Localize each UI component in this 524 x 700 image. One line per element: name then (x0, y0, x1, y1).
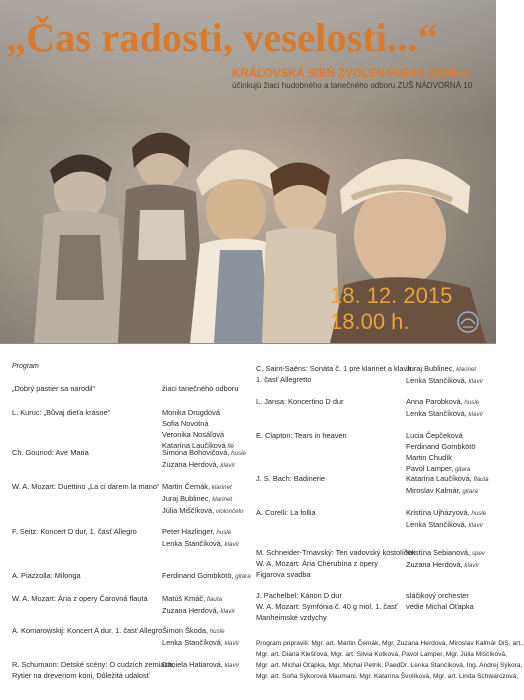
piece-line: J. S. Bach: Badinerie (256, 474, 326, 483)
program-piece (256, 430, 347, 441)
performer-name: Juraj Bublinec, (406, 364, 455, 373)
program-performers (406, 363, 483, 387)
performer-instrument: klavír (466, 522, 484, 529)
performer-instrument: klavír (218, 462, 236, 469)
piece-line: L. Jansa: Koncertino D dur (256, 397, 344, 406)
performer-name: Katarína Laučíková, (406, 474, 472, 483)
organizers-line: Program pripravili: Mgr. art. Martin Čemák, Mgr. Zuzana Herdová, Miroslav Kalmár DiS. art., (256, 640, 524, 647)
performer-line (162, 538, 239, 550)
performer-line (406, 519, 486, 531)
performer-name: Anna Parobková, (406, 397, 463, 406)
program-piece (12, 447, 89, 458)
performer-name: žiaci tanečného odboru (162, 384, 239, 393)
organizers-line: Mgr. art. Soňa Sýkorová Maumani, Mgr. Katarína Švolíková, Mgr. art. Linda Schwarczová, (256, 673, 519, 680)
performer-name: Martin Čemák, (162, 482, 211, 491)
performer-line (406, 473, 489, 485)
piece-line: W. A. Mozart: Ária z opery Čarovná flauta (12, 594, 148, 603)
performer-line (162, 407, 234, 418)
event-time: 18.00 h. (330, 309, 410, 334)
performer-line (406, 507, 486, 519)
performer-instrument: husle (208, 628, 225, 635)
performer-name: Simona Bohovičová, (162, 448, 230, 457)
performer-name: Lenka Stančíková, (162, 638, 223, 647)
organizers-line: Mgr. art. Michal Oťapka, Mgr. Michal Petrík, PaedDr. Lenka Stančíková, Ing. Andrej Sýkora, (256, 662, 523, 669)
performer-line (406, 441, 475, 452)
program-label: Program (12, 363, 39, 370)
performer-name: Katarína Laučíková (162, 441, 226, 450)
performer-line (406, 547, 485, 559)
program-performers (406, 590, 474, 612)
program-piece (12, 407, 110, 418)
performer-line (162, 605, 235, 617)
performer-instrument: klavír (466, 411, 484, 418)
performer-line (162, 447, 246, 459)
performer-line (162, 383, 238, 394)
performer-instrument: flauta (471, 476, 489, 483)
performer-line (406, 590, 474, 601)
performer-instrument: husle (469, 510, 487, 517)
piece-line: Rytier na drevenom koni, Dôležitá udalosť (12, 671, 150, 680)
performer-instrument: gitara (460, 488, 478, 495)
piece-line: W. A. Mozart: Duettino „La ci darem la mano“ (12, 482, 160, 491)
performer-instrument: klavír (466, 378, 484, 385)
performer-instrument: violončelo (214, 508, 244, 515)
program-piece (12, 383, 95, 394)
piece-line: F. Seitz: Koncert D dur, 1. časť Allegro (12, 527, 137, 536)
performer-name: Juraj Bublinec, (162, 494, 211, 503)
performer-instrument: klavír (218, 608, 236, 615)
event-title: „Čas radosti, veselosti...“ (6, 15, 439, 60)
performer-line (162, 593, 235, 605)
program-piece (256, 547, 415, 580)
piece-line: J. Pachelbel: Kánon D dur (256, 591, 342, 600)
performer-name: Sofia Novotná (162, 419, 209, 428)
performer-line (162, 481, 243, 493)
program-performers (162, 481, 243, 517)
performer-line (162, 418, 234, 429)
performer-name: Kristína Ujházyová, (406, 508, 470, 517)
performer-instrument: flé (225, 443, 234, 450)
performer-instrument: gitara (233, 573, 251, 580)
piece-line: W. A. Mozart: Symfónia č. 40 g mol, 1. časť (256, 602, 398, 611)
performer-instrument: klavír (222, 662, 240, 669)
performer-line (162, 625, 239, 637)
performer-instrument: klavír (222, 640, 240, 647)
piece-line: A. Piazzolla: Milonga (12, 571, 81, 580)
performer-name: Lenka Stančíková, (406, 520, 467, 529)
program-performers (162, 526, 239, 550)
performer-name: Pavol Lamper, (406, 464, 454, 473)
performer-name: Miroslav Kalmár, (406, 486, 461, 495)
program-performers (162, 407, 234, 452)
program-piece (12, 570, 81, 581)
performer-instrument: husle (462, 399, 480, 406)
performer-name: Zuzana Herdová, (162, 606, 219, 615)
performer-instrument: gitara (453, 466, 471, 473)
performer-name: Šimon Škoda, (162, 626, 209, 635)
program-performers (162, 659, 239, 671)
performer-instrument: husle (214, 529, 232, 536)
program-piece (12, 659, 174, 681)
performer-line (162, 570, 251, 582)
program-performers (162, 383, 238, 394)
piece-line: Figarova svadba (256, 570, 311, 579)
performer-name: Matúš Kmáč, (162, 594, 206, 603)
piece-line: Manheimské vzdychy (256, 613, 327, 622)
program-piece (12, 625, 162, 636)
piece-line: C. Saint-Saëns: Sonáta č. 1 pre klarinet a klavír (256, 364, 412, 373)
event-performers: účinkujú žiaci hudobného a tanečného odboru ZUŠ NÁDVORNÁ 10 (232, 81, 473, 90)
performer-name: Monika Drugdová (162, 408, 220, 417)
performer-instrument: klarinet (454, 366, 477, 373)
performer-line (162, 493, 243, 505)
piece-line: M. Schneider-Trnavský: Ten vadovský kostolíček (256, 548, 416, 557)
performer-instrument: husle (229, 450, 246, 457)
program-piece (256, 396, 344, 407)
performer-name: Lenka Stančíková, (406, 376, 467, 385)
program-piece (256, 363, 412, 385)
performer-name: Zuzana Herdová, (406, 560, 463, 569)
program-piece (12, 526, 137, 537)
performer-name: vedie Michal Oťapka (406, 602, 474, 611)
performer-line (162, 429, 234, 440)
program-performers (406, 396, 483, 420)
performer-instrument: klarinet (210, 496, 233, 503)
performer-name: Ferdinand Gombkötö (406, 442, 476, 451)
performer-line (406, 408, 483, 420)
program-performers (406, 430, 475, 475)
program-performers (162, 447, 246, 471)
performer-line (406, 396, 483, 408)
performer-name: Ferdinand Gombkötö, (162, 571, 234, 580)
program-piece (12, 481, 159, 492)
piece-line: Ch. Gounod: Ave Maria (12, 448, 89, 457)
program-performers (162, 625, 239, 649)
performer-instrument: klarinet (210, 484, 232, 491)
piece-line: A. Corelli: La follia (256, 508, 316, 517)
performer-name: Júlia Miščíková, (162, 506, 215, 515)
program-piece (256, 473, 325, 484)
performer-line (162, 659, 239, 671)
performer-line (406, 601, 474, 612)
program-performers (162, 593, 235, 617)
program-performers (406, 507, 486, 531)
piece-line: R. Schumann: Detské scény: O cudzích zemiach, (12, 660, 175, 669)
performer-line (162, 526, 239, 538)
performer-line (162, 637, 239, 649)
performer-line (406, 452, 475, 463)
performer-line (406, 430, 475, 441)
performer-name: Peter Hazlinger, (162, 527, 215, 536)
poster-header (0, 0, 496, 343)
program-piece (256, 507, 316, 518)
performer-instrument: klavír (462, 562, 480, 569)
performer-name: Lenka Stančíková, (162, 539, 223, 548)
performer-line (162, 459, 246, 471)
event-date: 18. 12. 2015 (330, 283, 453, 308)
performer-name: Lenka Stančíková, (406, 409, 467, 418)
program-performers (406, 473, 489, 497)
piece-line: „Dobrý pastier sa narodil“ (12, 384, 95, 393)
performer-name: Zuzana Herdová, (162, 460, 219, 469)
piece-line: W. A. Mozart: Ária Cherubína z opery (256, 559, 378, 568)
performer-line (162, 505, 243, 517)
piece-line: L. Kuruc: „Bůvaj dieťa krásne“ (12, 408, 111, 417)
school-logo-icon (455, 310, 481, 334)
performer-instrument: spev (470, 550, 485, 557)
performer-name: Veronika Nosáľová (162, 430, 225, 439)
performer-line (406, 375, 483, 387)
performer-name: Lucia Čepčeková (406, 431, 463, 440)
organizers-note (256, 638, 524, 682)
organizers-line: Mgr. art. Diana Klešťová, Mgr. art. Silvia Kotková, Pavol Lamper, Mgr. Júlia Miščíková, (256, 651, 507, 658)
performer-instrument: klavír (222, 541, 240, 548)
performer-name: Kristína Sebianová, (406, 548, 471, 557)
program-section (0, 344, 524, 700)
piece-line: 1. časť Allegretto (256, 375, 312, 384)
piece-line: E. Clapton: Tears in heaven (256, 431, 347, 440)
performer-line (406, 559, 485, 571)
performer-name: Martin Chudík (406, 453, 453, 462)
performer-instrument: flauta (205, 596, 222, 603)
program-piece (256, 590, 398, 623)
program-piece (12, 593, 148, 604)
event-venue: KRÁĽOVSKÁ SIEŇ ZVOLENSKÉHO ZÁMKU (232, 68, 471, 80)
performer-name: Daniela Hatiarová, (162, 660, 223, 669)
piece-line: A. Komarowskij: Koncert A dur, 1. časť Allegro (12, 626, 163, 635)
performer-line (406, 485, 489, 497)
performer-line (406, 363, 483, 375)
program-performers (162, 570, 251, 582)
performer-name: sláčikový orchester (406, 591, 469, 600)
program-performers (406, 547, 485, 571)
